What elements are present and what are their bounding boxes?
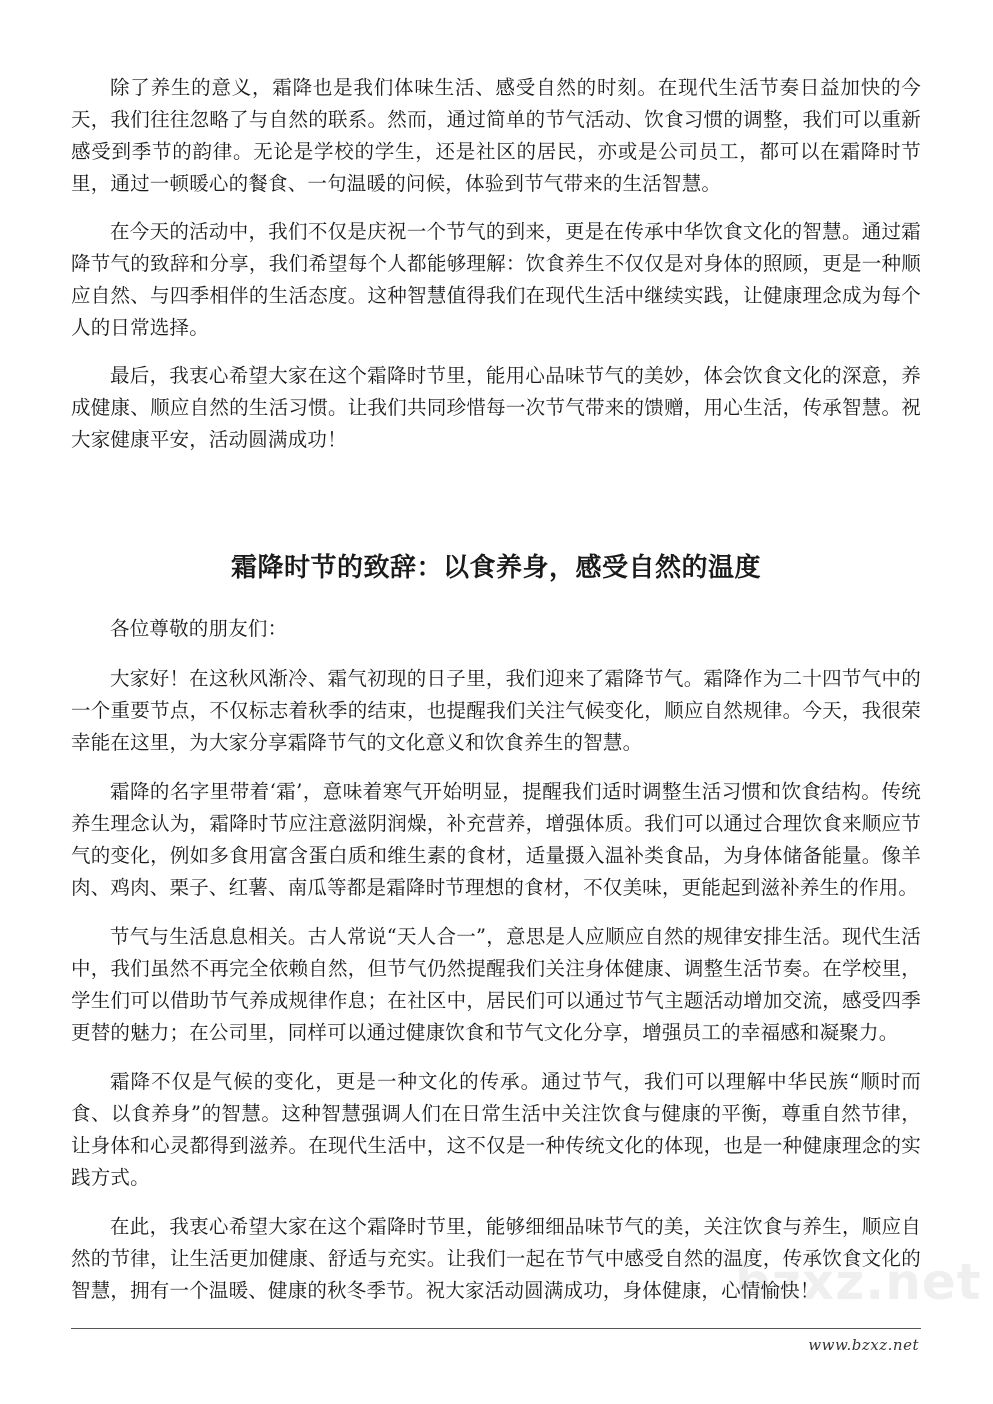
paragraph: 除了养生的意义，霜降也是我们体味生活、感受自然的时刻。在现代生活节奏日益加快的今天，我们往往忽略了与自然的联系。然而，通过简单的节气活动、饮食习惯的调整，我们可以重新感受到季节的韵律。无论是学校的学生，还是社区的居民，亦或是公司员工，都可以在霜降时节里，通过一顿暖心的餐食、一句温暖的问候，体验到节气带来的生活智慧。 xyxy=(71,76,921,195)
paragraph: 在今天的活动中，我们不仅是庆祝一个节气的到来，更是在传承中华饮食文化的智慧。通过霜降节气的致辞和分享，我们希望每个人都能够理解：饮食养生不仅仅是对身体的照顾，更是一种顺应自然、与四季相伴的生活态度。这种智慧值得我们在现代生活中继续实践，让健康理念成为每个人的日常选择。 xyxy=(71,220,921,339)
speech-text-block xyxy=(71,613,921,1324)
paragraph: 大家好！在这秋风渐冷、霜气初现的日子里，我们迎来了霜降节气。霜降作为二十四节气中的一个重要节点，不仅标志着秋季的结束，也提醒我们关注气候变化，顺应自然规律。今天，我很荣幸能在这里，为大家分享霜降节气的文化意义和饮食养生的智慧。 xyxy=(71,667,921,754)
footer-divider xyxy=(71,1328,921,1329)
section-title: 霜降时节的致辞：以食养身，感受自然的温度 xyxy=(230,553,761,583)
footer-url: www.bzxz.net xyxy=(808,1336,919,1354)
paragraph: 在此，我衷心希望大家在这个霜降时节里，能够细细品味节气的美，关注饮食与养生，顺应自然的节律，让生活更加健康、舒适与充实。让我们一起在节气中感受自然的温度，传承饮食文化的智慧，拥有一个温暖、健康的秋冬季节。祝大家活动圆满成功，身体健康，心情愉快！ xyxy=(71,1215,921,1302)
watermark: bzxz.net xyxy=(735,1253,982,1311)
paragraph: 霜降不仅是气候的变化，更是一种文化的传承。通过节气，我们可以理解中华民族“顺时而食、以食养身”的智慧。这种智慧强调人们在日常生活中关注饮食与健康的平衡，尊重自然节律，让身体和心灵都得到滋养。在现代生活中，这不仅是一种传统文化的体现，也是一种健康理念的实践方式。 xyxy=(71,1070,921,1189)
salutation: 各位尊敬的朋友们： xyxy=(110,617,288,640)
paragraph: 节气与生活息息相关。古人常说“天人合一”，意思是人应顺应自然的规律安排生活。现代生活中，我们虽然不再完全依赖自然，但节气仍然提醒我们关注身体健康、调整生活节奏。在学校里，学生们可以借助节气养成规律作息；在社区中，居民们可以通过节气主题活动增加交流，感受四季更替的魅力；在公司里，同样可以通过健康饮食和节气文化分享，增强员工的幸福感和凝聚力。 xyxy=(71,925,921,1044)
continued-text-block xyxy=(71,72,921,472)
paragraph: 最后，我衷心希望大家在这个霜降时节里，能用心品味节气的美妙，体会饮食文化的深意，养成健康、顺应自然的生活习惯。让我们共同珍惜每一次节气带来的馈赠，用心生活，传承智慧。祝大家健康平安，活动圆满成功！ xyxy=(71,364,921,451)
paragraph: 霜降的名字里带着‘霜’，意味着寒气开始明显，提醒我们适时调整生活习惯和饮食结构。传统养生理念认为，霜降时节应注意滋阴润燥，补充营养，增强体质。我们可以通过合理饮食来顺应节气的变化，例如多食用富含蛋白质和维生素的食材，适量摄入温补类食品，为身体储备能量。像羊肉、鸡肉、栗子、红薯、南瓜等都是霜降时节理想的食材，不仅美味，更能起到滋补养生的作用。 xyxy=(71,780,921,899)
